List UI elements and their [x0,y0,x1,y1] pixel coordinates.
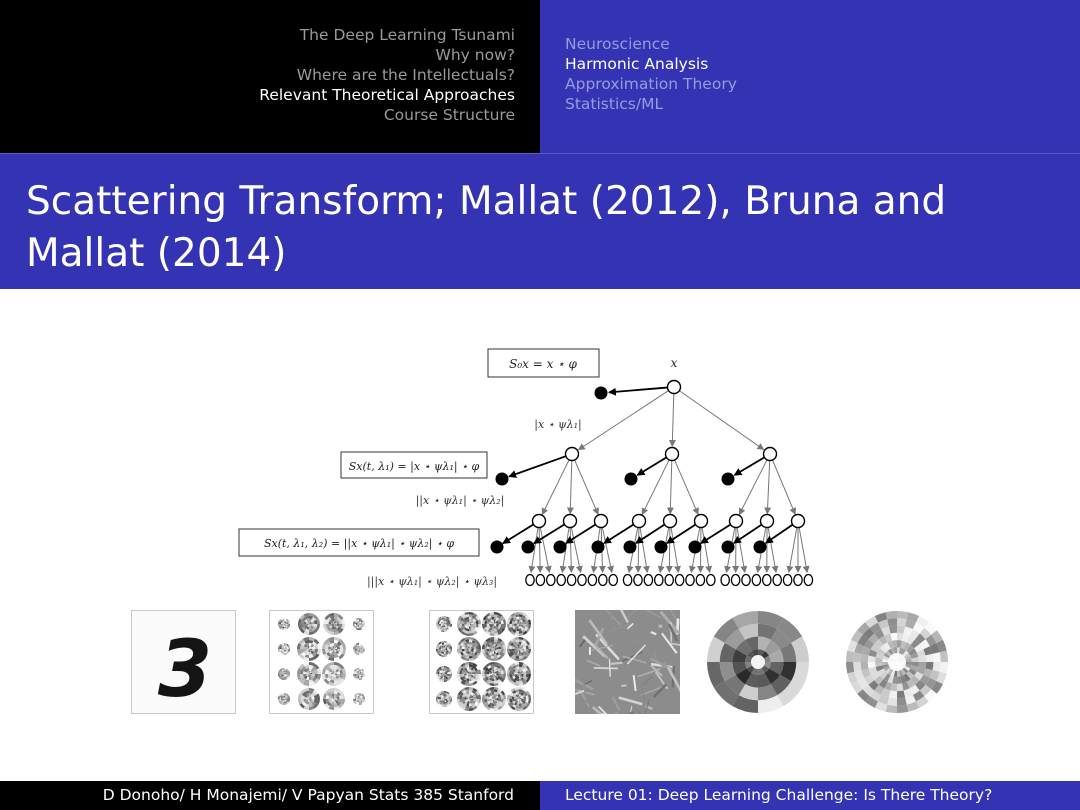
section-link-theoretical-approaches[interactable]: Relevant Theoretical Approaches [259,86,515,104]
leaf-node [623,575,631,586]
leaf-node [763,575,771,586]
output-edge [637,457,666,475]
section-link-course-structure[interactable]: Course Structure [383,106,515,124]
tree-edge [570,460,572,513]
formula-order0: S₀x = x ⋆ φ [509,357,577,371]
leaf-node [675,575,683,586]
leaf-node [567,575,575,586]
disk-center [751,655,765,669]
tree-node [730,515,743,528]
output-node [625,473,638,486]
tree-node [764,448,777,461]
subsection-nav-panel [540,0,1080,153]
tree-edge [789,527,797,572]
texture-crease [576,638,577,646]
tree-edge [571,527,580,572]
output-node [595,387,608,400]
output-node [689,541,702,554]
output-edge [609,388,667,393]
tree-node [666,448,679,461]
texture-crease [594,668,618,669]
tree-edge [638,527,639,572]
output-edge [734,457,764,475]
leaf-node [686,575,694,586]
tree-edge [799,527,807,572]
subsection-link-harmonic-analysis[interactable]: Harmonic Analysis [565,55,709,73]
scattering-disk [353,643,365,655]
leaf-node [721,575,729,586]
scattering-tree-diagram [0,289,1080,609]
formula-order1: Sx(t, λ₁) = |x ⋆ ψλ₁| ⋆ φ [348,460,480,473]
section-nav [259,25,515,125]
slide-content [0,289,1080,781]
leaf-node [578,575,586,586]
tree-node [533,515,546,528]
tree-edge [773,460,796,514]
tree-node [664,515,677,528]
leaf-node [752,575,760,586]
scattering-disk [457,612,481,636]
tree-node [566,448,579,461]
scattering-disk [482,687,506,711]
disk-center [888,653,906,671]
header-bar [0,0,1080,153]
tree-node [668,381,681,394]
scattering-disk [457,637,481,661]
output-node [624,541,637,554]
footer-lecture-title: Lecture 01: Deep Learning Challenge: Is There Theory? [565,786,993,804]
subsection-link-statistics-ml[interactable]: Statistics/ML [565,95,664,113]
tree-edge [542,460,569,514]
leaf-node [696,575,704,586]
leaf-node [773,575,781,586]
texture-crease [609,659,610,677]
subsection-nav [565,34,737,114]
leaf-node [588,575,596,586]
section-link-deep-learning-tsunami[interactable]: The Deep Learning Tsunami [299,26,515,44]
tree-node [595,515,608,528]
scattering-disk [436,691,452,707]
output-node [522,541,535,554]
leaf-node [731,575,739,586]
texture-scattering-order2-image [845,610,950,714]
scattering-disk [507,612,531,636]
texture-crease [611,663,623,664]
tree-edge [739,460,767,515]
tree-edge [680,391,764,449]
scattering-disk [278,618,290,630]
edge-label-order3: |||x ⋆ ψλ₁| ⋆ ψλ₂| ⋆ ψλ₃| [366,575,498,588]
subsection-link-approximation-theory[interactable]: Approximation Theory [565,75,737,93]
leaf-node [804,575,812,586]
section-link-why-now[interactable]: Why now? [435,46,515,64]
leaf-node [794,575,802,586]
scattering-disk [457,687,481,711]
output-node [754,541,767,554]
tree-edge [570,527,571,572]
scattering-disk [436,666,452,682]
scattering-disk [322,637,346,661]
tree-edge [575,460,598,514]
output-node [491,541,504,554]
leaf-node [707,575,715,586]
scattering-disk [436,641,452,657]
tree-edge [675,460,698,514]
scattering-disk [482,612,506,636]
footer-authors-panel [0,781,540,810]
digit-scattering-order1-image [269,610,374,714]
tree-node [564,515,577,528]
digit-scattering-order2-image [429,610,534,714]
leaf-node [644,575,652,586]
scattering-disk [278,668,290,680]
texture-image [575,610,680,714]
tree-edge [640,527,647,572]
output-node [655,541,668,554]
tree-edge [702,527,710,572]
tree-edge [737,527,745,572]
root-label: x [670,356,678,370]
scattering-disk [322,662,346,686]
tree-edge [579,391,668,450]
leaf-node [526,575,534,586]
leaf-node [634,575,642,586]
scattering-disk [298,613,320,635]
footer-lecture-panel [540,781,1080,810]
scattering-disk [278,643,290,655]
leaf-node [599,575,607,586]
tree-edge [539,527,540,572]
edge-label-order1: |x ⋆ ψλ₁| [534,418,582,431]
digit-glyph: 3 [157,625,213,714]
frame-title: Scattering Transform; Mallat (2012), Bruna and Mallat (2014) [26,179,947,276]
scattering-disk [298,688,320,710]
scattering-disk [297,662,321,686]
output-edge [701,524,731,543]
scattering-disk [482,637,506,661]
leaf-node [665,575,673,586]
output-node [722,473,735,486]
output-edge [509,456,566,476]
scattering-disk [507,662,531,686]
scattering-disk [507,687,531,711]
tree-node [633,515,646,528]
leaf-node [609,575,617,586]
scattering-disk [297,637,321,661]
scattering-disk [436,616,452,632]
output-node [722,541,735,554]
scattering-disk [353,693,365,705]
texture-scattering-order1-image [706,610,811,714]
scattering-disk [457,662,481,686]
tree-edge [768,527,776,572]
tree-edge [672,394,674,446]
tree-edge [767,460,769,513]
scattering-disk [507,637,531,661]
leaf-node [655,575,663,586]
leaf-node [536,575,544,586]
footer-authors: D Donoho/ H Monajemi/ V Papyan Stats 385 Stanford [102,786,514,804]
tree-node [761,515,774,528]
output-node [592,541,605,554]
leaf-node [547,575,555,586]
tree-edge [642,460,669,514]
section-link-intellectuals[interactable]: Where are the Intellectuals? [296,66,515,84]
scattering-disk [278,693,290,705]
formula-order2: Sx(t, λ₁, λ₂) = ||x ⋆ ψλ₁| ⋆ ψλ₂| ⋆ φ [263,537,455,550]
frame-title-bar [0,153,1080,289]
scattering-disk [323,688,345,710]
output-node [496,473,509,486]
edge-label-order2: ||x ⋆ ψλ₁| ⋆ ψλ₂| [415,494,505,507]
leaf-node [742,575,750,586]
tree-node [695,515,708,528]
tree-node [792,515,805,528]
output-node [554,541,567,554]
section-nav-panel [0,0,540,153]
footer-bar [0,781,1080,810]
scattering-disk [482,662,506,686]
digit-three-image [131,610,236,714]
output-edge [503,524,534,543]
scattering-disk [323,613,345,635]
output-edge [604,524,634,543]
tree-edge [671,527,678,572]
leaf-node [557,575,565,586]
scattering-disk [353,668,365,680]
tree-edge [669,527,670,572]
scattering-disk [353,618,365,630]
leaf-node [783,575,791,586]
tree-edge [670,460,672,513]
subsection-link-neuroscience[interactable]: Neuroscience [565,35,670,53]
